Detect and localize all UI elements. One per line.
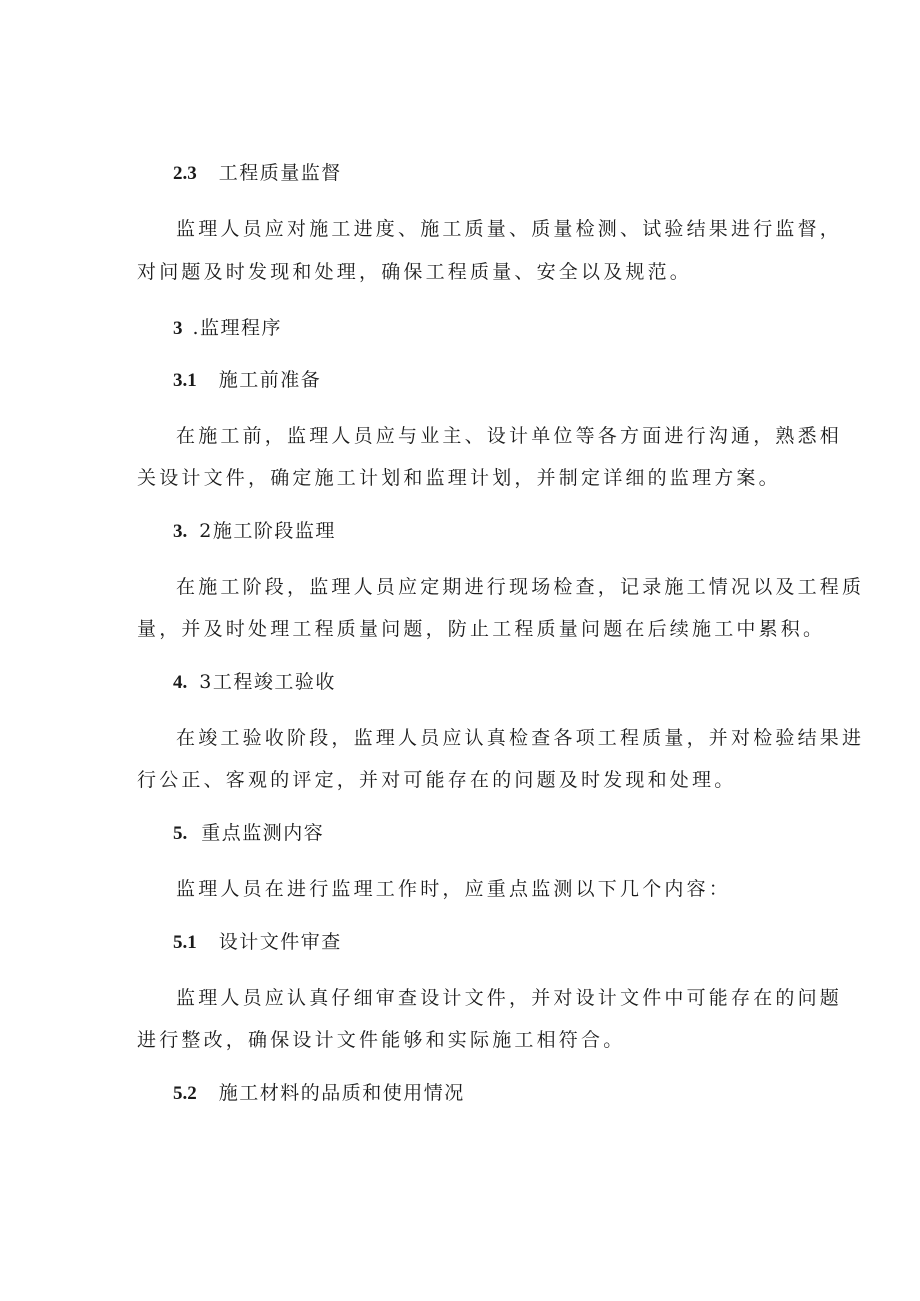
heading-title: .监理程序 (192, 317, 283, 339)
heading-number: 3 (173, 318, 183, 339)
heading-title: 施工前准备 (218, 369, 322, 391)
heading-title: 2施工阶段监理 (199, 520, 336, 542)
heading-5 (173, 821, 324, 846)
heading-title: 设计文件审查 (218, 931, 342, 953)
heading-number: 2.3 (173, 163, 197, 184)
heading-number: 3. (173, 521, 188, 542)
heading-5-1 (173, 930, 342, 955)
heading-number: 3.1 (173, 370, 197, 391)
heading-4-3 (173, 670, 336, 695)
heading-title: 重点监测内容 (201, 822, 325, 844)
heading-number: 5. (173, 823, 188, 844)
heading-title: 3工程竣工验收 (199, 671, 336, 693)
heading-title: 施工材料的品质和使用情况 (218, 1082, 465, 1104)
heading-5-2 (173, 1081, 465, 1106)
heading-3 (173, 316, 282, 341)
heading-3-1 (173, 368, 321, 393)
heading-number: 5.1 (173, 932, 197, 953)
paragraph-line: 在施工前，监理人员应与业主、设计单位等各方面进行沟通，熟悉相 (176, 425, 843, 447)
paragraph-line: 在竣工验收阶段，监理人员应认真检查各项工程质量，并对检验结果进 (176, 727, 865, 749)
paragraph-line: 行公正、客观的评定，并对可能存在的问题及时发现和处理。 (137, 769, 737, 791)
heading-2-3 (173, 161, 342, 186)
paragraph-line: 监理人员应认真仔细审查设计文件，并对设计文件中可能存在的问题 (176, 987, 843, 1009)
paragraph-line: 对问题及时发现和处理，确保工程质量、安全以及规范。 (137, 261, 693, 283)
paragraph-line: 进行整改，确保设计文件能够和实际施工相符合。 (137, 1029, 626, 1051)
heading-number: 5.2 (173, 1083, 197, 1104)
paragraph-line: 关设计文件，确定施工计划和监理计划，并制定详细的监理方案。 (137, 467, 781, 489)
heading-title: 工程质量监督 (218, 162, 342, 184)
heading-3-2 (173, 519, 336, 544)
paragraph-line: 监理人员应对施工进度、施工质量、质量检测、试验结果进行监督， (176, 218, 843, 240)
heading-number: 4. (173, 672, 188, 693)
paragraph-line: 量，并及时处理工程质量问题，防止工程质量问题在后续施工中累积。 (137, 618, 826, 640)
paragraph-line: 监理人员在进行监理工作时，应重点监测以下几个内容： (176, 878, 732, 900)
paragraph-line: 在施工阶段，监理人员应定期进行现场检查，记录施工情况以及工程质 (176, 576, 865, 598)
